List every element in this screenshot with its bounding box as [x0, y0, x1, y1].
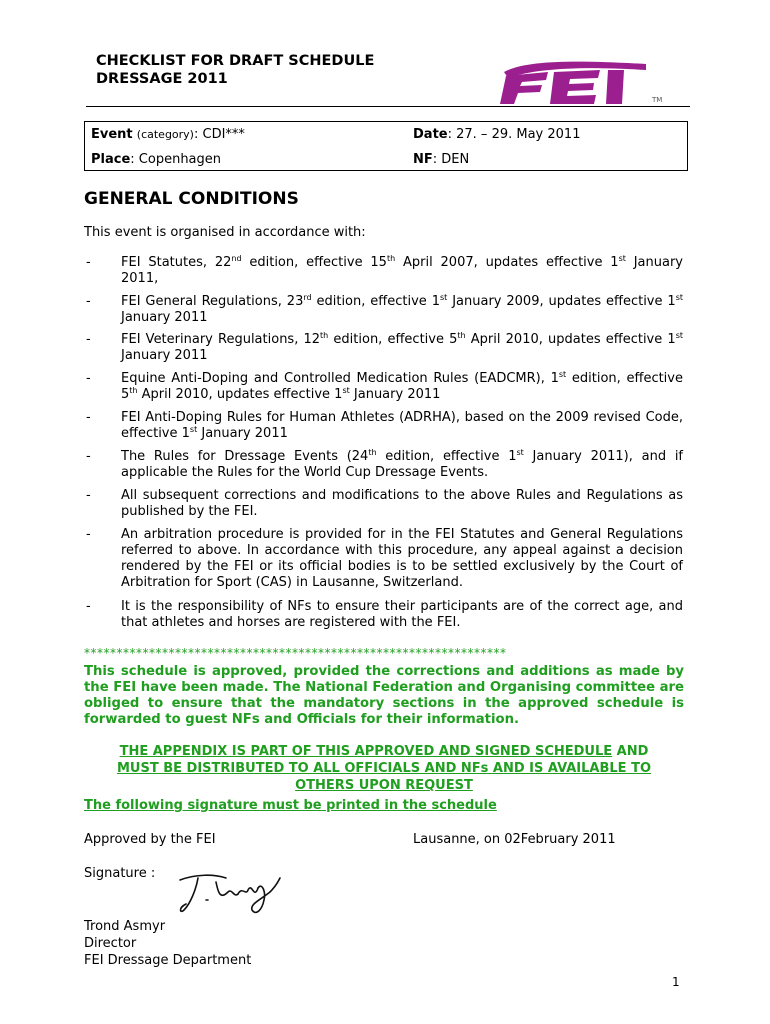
place-date: Lausanne, on 02February 2011: [413, 832, 616, 847]
handwritten-signature: [176, 870, 286, 922]
place-label: Place: [91, 152, 131, 167]
list-item: An arbitration procedure is provided for in the FEI Statutes and General Regulations referred to above. In accordance with this procedure, any appeal against a decision rendered by the FEI or its official bodies is to be settled exclusively by the Court of Arbitration for Sport (CAS) in Lausanne, Switzerland.: [121, 527, 683, 590]
list-bullet: -: [86, 527, 91, 542]
approved-by: Approved by the FEI: [84, 832, 216, 847]
event-value: CDI***: [202, 127, 245, 142]
section-heading: GENERAL CONDITIONS: [84, 189, 299, 209]
event-label: Event: [91, 127, 133, 142]
signatory-department: FEI Dressage Department: [84, 953, 252, 968]
list-bullet: -: [86, 599, 91, 614]
date-value: 27. – 29. May 2011: [456, 127, 581, 142]
document-title: [96, 52, 374, 88]
signature-label: Signature :: [84, 866, 156, 881]
approval-notice: This schedule is approved, provided the corrections and additions as made by the FEI have been made. The National Federation and Organising committee are obliged to ensure that the mandatory sections in the approved schedule is forwarded to guest NFs and Officials for their information.: [84, 664, 684, 727]
list-item: FEI Veterinary Regulations, 12th edition, effective 5th April 2010, updates effective 1st January 2011: [121, 331, 683, 363]
appendix-underlined: THE APPENDIX IS PART OF THIS APPROVED AND SIGNED SCHEDULE: [119, 744, 613, 759]
event-info-box: [84, 121, 688, 171]
place-value: Copenhagen: [138, 152, 222, 167]
list-item: FEI General Regulations, 23rd edition, effective 1st January 2009, updates effective 1st January 2011: [121, 293, 683, 325]
list-bullet: -: [86, 371, 91, 386]
nf-cell: NF: DEN: [413, 152, 470, 167]
event-category-label: (category): [136, 128, 194, 141]
list-bullet: -: [86, 332, 91, 347]
section-intro: This event is organised in accordance with:: [84, 225, 366, 240]
appendix-notice: [84, 743, 684, 794]
fei-logo: [496, 58, 666, 110]
header-divider: [86, 106, 690, 107]
date-cell: Date: 27. – 29. May 2011: [413, 127, 581, 142]
nf-value: DEN: [441, 152, 470, 167]
signatory-name: Trond Asmyr: [84, 919, 166, 934]
nf-label: NF: [413, 152, 433, 167]
list-item: FEI Anti-Doping Rules for Human Athletes (ADRHA), based on the 2009 revised Code, effective 1st January 2011: [121, 410, 683, 441]
list-bullet: -: [86, 410, 91, 425]
separator-stars: *****************************************************************: [84, 646, 507, 660]
signatory-block: [84, 918, 251, 969]
signature-note: The following signature must be printed in the schedule: [84, 798, 497, 813]
title-line-1: CHECKLIST FOR DRAFT SCHEDULE: [96, 53, 375, 69]
list-bullet: -: [86, 449, 91, 464]
date-label: Date: [413, 127, 448, 142]
appendix-line-3: OTHERS UPON REQUEST: [295, 778, 473, 793]
list-bullet: -: [86, 488, 91, 503]
logo-tm: TM: [652, 96, 663, 104]
page-number: 1: [672, 975, 680, 989]
appendix-rest: AND: [616, 744, 649, 759]
list-item: The Rules for Dressage Events (24th edition, effective 1st January 2011), and if applicable the Rules for the World Cup Dressage Events.: [121, 448, 684, 480]
list-item: It is the responsibility of NFs to ensure their participants are of the correct age, and that athletes and horses are registered with the FEI.: [121, 599, 683, 630]
event-cell: Event (category): CDI***: [91, 127, 245, 142]
appendix-line-2: MUST BE DISTRIBUTED TO ALL OFFICIALS AND NFs AND IS AVAILABLE TO: [116, 761, 652, 776]
list-item: Equine Anti-Doping and Controlled Medication Rules (EADCMR), 1st edition, effective 5th April 2010, updates effective 1st January 2011: [121, 370, 683, 402]
place-cell: Place: Copenhagen: [91, 152, 222, 167]
list-item: FEI Statutes, 22nd edition, effective 15th April 2007, updates effective 1st January 2011,: [121, 254, 683, 286]
signatory-role: Director: [84, 936, 137, 951]
list-bullet: -: [86, 255, 91, 270]
list-bullet: -: [86, 294, 91, 309]
title-line-2: DRESSAGE 2011: [96, 71, 228, 87]
list-item: All subsequent corrections and modifications to the above Rules and Regulations as published by the FEI.: [121, 488, 683, 519]
